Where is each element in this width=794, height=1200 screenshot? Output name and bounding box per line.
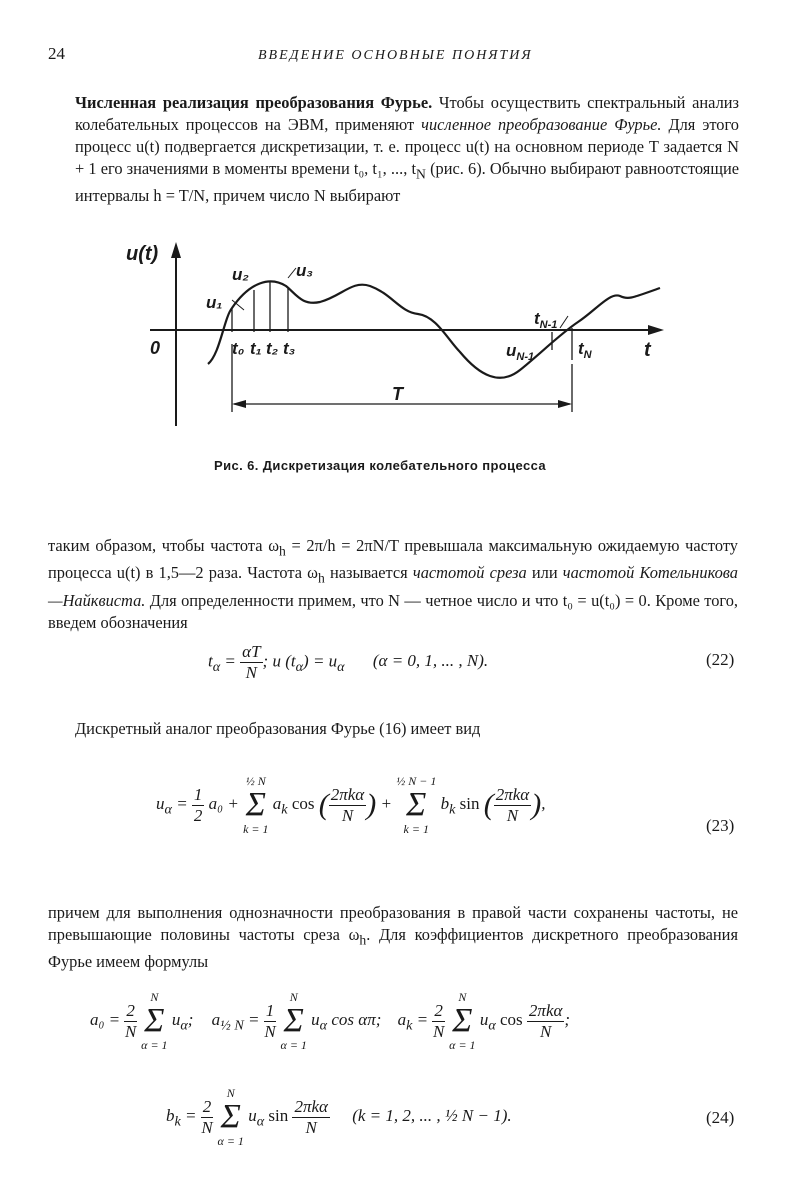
text: причем для выполнения однозначности преобразования в правой части сохранены частоты, не превышающие половины частоты среза ω bbox=[48, 903, 738, 944]
denominator: N bbox=[341, 805, 354, 825]
fraction bbox=[494, 785, 532, 826]
eq-symbol: u bbox=[248, 1105, 257, 1125]
sigma-icon: Σ bbox=[406, 786, 427, 823]
page-number: 24 bbox=[48, 44, 65, 63]
eq-operator: + bbox=[227, 793, 239, 813]
paragraph-discrete: Дискретный аналог преобразования Фурье (16) имеет вид bbox=[75, 719, 481, 738]
fraction bbox=[527, 1001, 565, 1042]
leader-line bbox=[560, 316, 568, 328]
italic-term: численное преобразование Фурье. bbox=[421, 115, 662, 134]
eq-operator: = bbox=[248, 1009, 260, 1029]
eq-symbol: a bbox=[211, 1009, 221, 1029]
numerator: 2 bbox=[126, 1000, 135, 1020]
label-u2: u₂ bbox=[232, 265, 249, 284]
summation bbox=[243, 774, 268, 836]
denominator: N bbox=[305, 1117, 317, 1137]
denominator: N bbox=[124, 1021, 137, 1041]
label-t2: t₂ bbox=[266, 339, 279, 358]
fraction bbox=[432, 1001, 445, 1042]
eq-symbol: ) = u bbox=[303, 651, 338, 671]
eq-operator: + bbox=[380, 793, 392, 813]
eq-function: sin bbox=[459, 793, 480, 813]
text: таким образом, чтобы частота ω bbox=[48, 536, 279, 555]
summation bbox=[396, 774, 436, 836]
sum-upper: ½ N − 1 bbox=[396, 774, 437, 788]
numerator: 2πkα bbox=[330, 784, 365, 804]
subscript: α bbox=[212, 658, 221, 675]
equation-22 bbox=[208, 642, 488, 683]
eq-punct: ; bbox=[564, 1009, 571, 1029]
numerator: 2 bbox=[202, 1096, 212, 1116]
italic-term: частотой среза bbox=[412, 563, 527, 583]
paren: ( bbox=[318, 788, 329, 821]
text: Для этого процесс u(t) подвергается дискретизации, т. е. процесс u(t) на основном периоде T задается N + 1 его значениями в моменты времени t₀, t₁, ..., t bbox=[75, 115, 739, 178]
text: или bbox=[526, 563, 563, 583]
arrow-left-icon bbox=[232, 400, 246, 408]
eq-function: sin bbox=[268, 1105, 289, 1125]
subscript: α bbox=[319, 1017, 328, 1034]
text: Чтобы осуществить спектральный анализ колебательных процессов на ЭВМ, применяют bbox=[75, 93, 740, 134]
text: (рис. 6). Обычно выбирают равноотстоящие интервалы h = T/N, причем число N выбирают bbox=[75, 159, 739, 206]
numerator: 1 bbox=[193, 784, 203, 804]
eq-range: (k = 1, 2, ... , ½ N − 1). bbox=[352, 1105, 512, 1125]
eq-function: cos απ; bbox=[331, 1009, 382, 1029]
sum-upper: N bbox=[150, 990, 159, 1004]
subscript: α bbox=[337, 658, 345, 675]
paren: ) bbox=[531, 788, 542, 821]
sum-upper: ½ N bbox=[245, 774, 266, 788]
equation-23: $u_\alpha$ = $\frac{1}{2}$ a₀ + ½ N Σ k = 1 $a_k$ cos ( $\frac{\text{2πkα}}{N}$ ) + ½ N − 1 Σ k = 1 $b_k$ sin ( $\frac{\text{2πkα}}{N}$ ), bbox=[156, 774, 546, 836]
summation bbox=[449, 990, 475, 1052]
sigma-icon: Σ bbox=[144, 1002, 165, 1039]
label-t1: t₁ bbox=[250, 339, 262, 358]
fraction bbox=[192, 785, 205, 826]
subscript: α bbox=[180, 1017, 188, 1034]
paren: ( bbox=[483, 788, 494, 821]
y-axis-arrow-icon bbox=[171, 242, 181, 258]
sigma-icon: Σ bbox=[283, 1002, 304, 1039]
eq-function: cos bbox=[291, 793, 315, 813]
eq-symbol: b bbox=[440, 793, 450, 813]
leader-line bbox=[288, 268, 296, 278]
equation-24-line1 bbox=[90, 990, 570, 1052]
eq-symbol: a bbox=[272, 793, 282, 813]
paragraph-coefficients bbox=[48, 902, 738, 973]
sum-lower: α = 1 bbox=[280, 1038, 307, 1052]
label-period: T bbox=[392, 384, 403, 404]
eq-symbol: u bbox=[171, 1009, 181, 1029]
paragraph-cutoff bbox=[48, 535, 738, 634]
label-tN: $t_N$ bbox=[578, 339, 592, 361]
eq-symbol: ; u (t bbox=[262, 651, 296, 671]
eq-symbol: a₀ bbox=[90, 1009, 105, 1029]
paren: ) bbox=[366, 788, 377, 821]
sigma-icon: Σ bbox=[220, 1098, 241, 1135]
sum-lower: α = 1 bbox=[217, 1134, 244, 1148]
subscript: k bbox=[281, 801, 288, 818]
subscript: h bbox=[279, 543, 286, 559]
label-y: u(t) bbox=[126, 243, 159, 265]
label-u3: u₃ bbox=[296, 261, 313, 280]
text: называется bbox=[324, 563, 413, 583]
eq-symbol: u bbox=[479, 1009, 489, 1029]
eq-symbol: b bbox=[166, 1105, 175, 1125]
label-tN-1: $t_{N-1}$ bbox=[534, 309, 558, 331]
fraction bbox=[240, 642, 262, 683]
sigma-icon: Σ bbox=[245, 786, 266, 823]
fraction bbox=[264, 1001, 277, 1042]
numerator: 2πkα bbox=[528, 1000, 563, 1020]
subscript: h bbox=[317, 570, 325, 586]
sum-lower: α = 1 bbox=[449, 1038, 476, 1052]
label-u1: u₁ bbox=[206, 293, 223, 312]
numerator: 2πkα bbox=[294, 1096, 328, 1116]
sum-lower: k = 1 bbox=[243, 822, 269, 836]
numerator: 1 bbox=[265, 1000, 275, 1020]
fraction bbox=[292, 1097, 330, 1138]
eq-symbol: u bbox=[311, 1009, 320, 1029]
eq-operator: = bbox=[108, 1009, 121, 1029]
summation bbox=[141, 990, 167, 1052]
subscript: α bbox=[295, 658, 304, 675]
running-head: ВВЕДЕНИЕ ОСНОВНЫЕ ПОНЯТИЯ bbox=[258, 48, 533, 63]
fraction bbox=[201, 1097, 214, 1138]
italic-term: частотой Котельникова—Найквиста. bbox=[48, 563, 738, 610]
denominator: N bbox=[201, 1117, 213, 1137]
denominator: N bbox=[432, 1021, 445, 1041]
eq-symbol: t bbox=[208, 651, 213, 671]
subscript: N bbox=[416, 166, 426, 182]
eq-symbol: u bbox=[156, 793, 165, 813]
subscript: α bbox=[488, 1017, 496, 1034]
label-t3: t₃ bbox=[283, 339, 296, 358]
subscript: h bbox=[359, 932, 367, 948]
paragraph-intro bbox=[75, 92, 739, 207]
summation bbox=[218, 1086, 244, 1148]
denominator: N bbox=[264, 1021, 276, 1041]
figure-caption: Рис. 6. Дискретизация колебательного процесса bbox=[214, 458, 547, 473]
fraction bbox=[124, 1001, 137, 1042]
x-axis-arrow-icon bbox=[648, 325, 664, 335]
eq-symbol: a bbox=[397, 1009, 407, 1029]
subscript: α bbox=[164, 801, 172, 818]
text: Для определенности примем, что N — четное число и что t₀ = u(t₀) = 0. Кроме того, введем обозначения bbox=[48, 590, 738, 632]
eq-punct: ; bbox=[187, 1009, 194, 1029]
figure-discretization bbox=[120, 236, 680, 446]
equation-number-22: (22) bbox=[706, 650, 735, 669]
equation-24-line2 bbox=[166, 1086, 512, 1148]
denominator: N bbox=[506, 805, 519, 825]
denominator: 2 bbox=[193, 805, 203, 825]
arrow-right-icon bbox=[558, 400, 572, 408]
eq-operator: = bbox=[224, 651, 236, 671]
label-uN-1: $u_{N-1}$ bbox=[506, 341, 535, 363]
subscript: k bbox=[449, 801, 456, 818]
summation bbox=[281, 990, 307, 1052]
eq-range: (α = 0, 1, ... , N). bbox=[372, 651, 489, 671]
sigma-icon: Σ bbox=[452, 1002, 473, 1039]
sum-upper: N bbox=[289, 990, 298, 1004]
denominator: N bbox=[245, 663, 258, 682]
text: . Для коэффициентов дискретного преобразования Фурье имеем формулы bbox=[48, 925, 738, 972]
label-x: t bbox=[644, 339, 651, 361]
paragraph-lead: Численная реализация преобразования Фурье. bbox=[75, 93, 433, 112]
denominator: N bbox=[540, 1021, 552, 1041]
sum-lower: α = 1 bbox=[141, 1038, 168, 1052]
sum-upper: N bbox=[458, 990, 467, 1004]
equation-number-24: (24) bbox=[706, 1108, 735, 1127]
eq-operator: = bbox=[176, 793, 188, 813]
subscript: k bbox=[174, 1113, 181, 1130]
subscript: ½ N bbox=[220, 1017, 244, 1034]
fraction bbox=[329, 785, 367, 826]
sum-lower: k = 1 bbox=[403, 822, 429, 836]
eq-operator: = bbox=[416, 1009, 429, 1029]
text: = 2π/h = 2πN/T превышала максимальную ожидаемую частоту процесса u(t) в 1,5—2 раза. Частота ω bbox=[48, 536, 738, 583]
subscript: k bbox=[406, 1017, 413, 1034]
label-origin: 0 bbox=[150, 338, 161, 358]
numerator: 2πkα bbox=[495, 784, 530, 804]
numerator: 2 bbox=[434, 1000, 443, 1020]
eq-operator: = bbox=[185, 1105, 197, 1125]
eq-symbol: a₀ bbox=[208, 793, 224, 813]
label-t0: t₀ bbox=[232, 339, 245, 358]
subscript: α bbox=[256, 1113, 265, 1130]
equation-number-23: (23) bbox=[706, 816, 735, 835]
numerator: αT bbox=[242, 642, 261, 661]
sum-upper: N bbox=[226, 1086, 235, 1100]
eq-function: cos bbox=[500, 1009, 523, 1029]
